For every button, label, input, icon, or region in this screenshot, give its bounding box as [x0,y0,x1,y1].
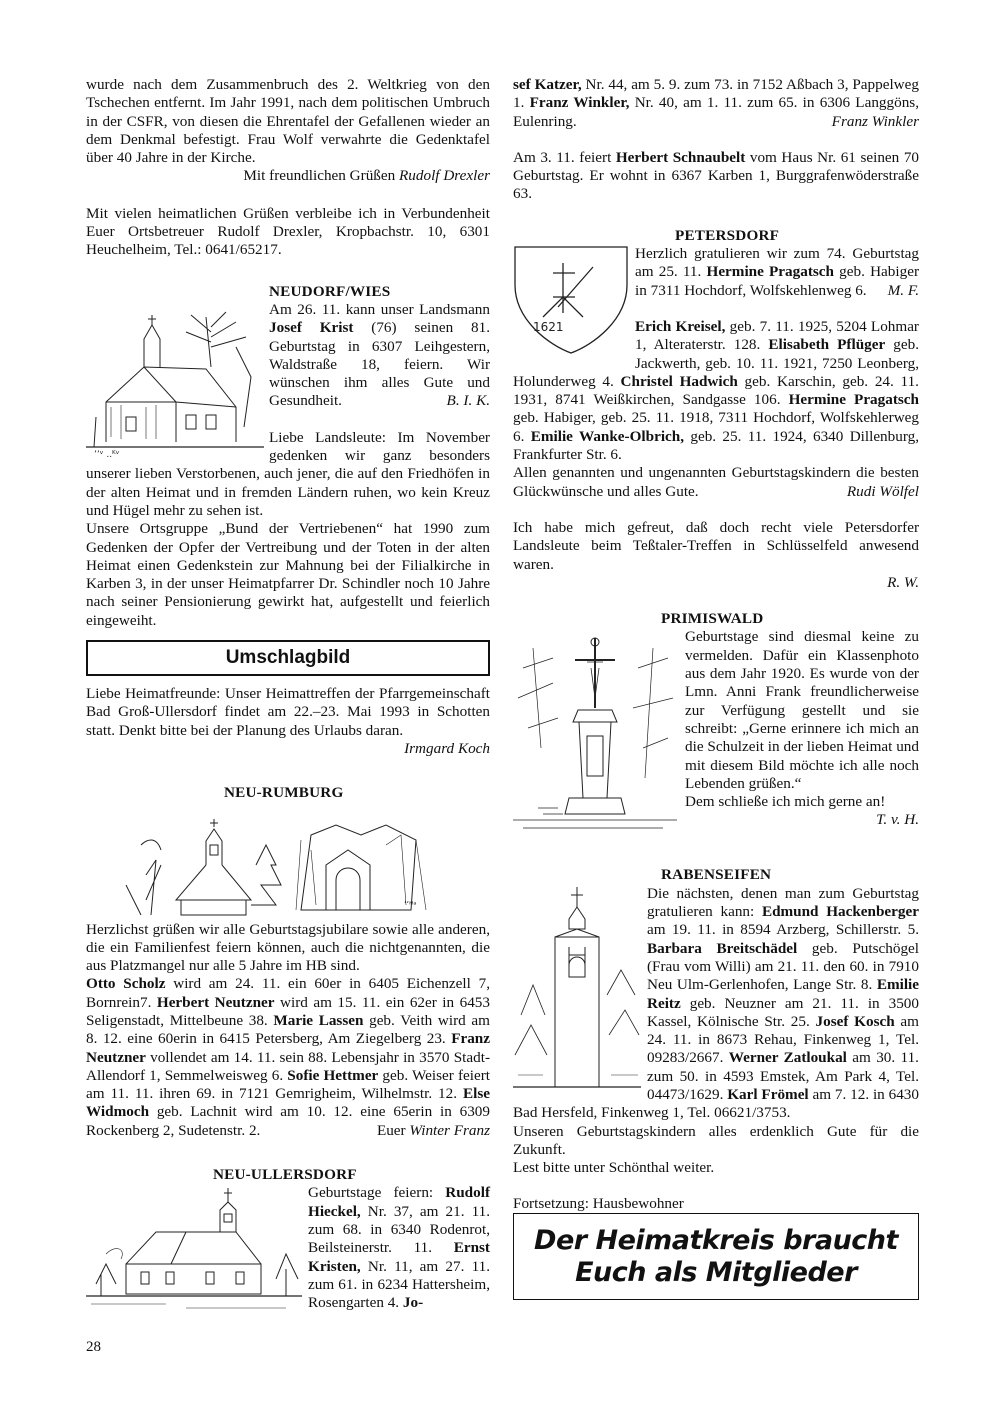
petersdorf-treffen: Ich habe mich gefreut, daß doch recht viele Petersdorfer Landsleute beim Teßtaler-Treffen in Schlüsselfeld anwesend waren. [513,518,919,573]
person-name: Karl Frömel [727,1085,809,1103]
signature: Winter Franz [409,1121,490,1139]
neudorf-paragraph-2: Liebe Landsleute: Im November gedenken wir ganz besonders unserer lieben Verstorbenen, auch jener, die auf den Friedhöfen in der alten Heimat und in fremden Ländern ruhen, wo kein Kreuz und Hügel mehr zu sehen ist. [86,428,490,519]
text: (76) seinen 81. Geburtstag in 6307 Leihgestern, Waldstraße 18, feiern. Wir wünschen ihm alles Gute und Gesundheit. [269,319,491,410]
signature: M. F. [887,281,919,299]
person-name: Josef Krist [269,319,354,337]
person-name: Emilie Wanke-Olbrich, [530,427,685,445]
person-name: Franz Neutzner [86,1030,490,1066]
farewell-paragraph: Mit vielen heimatlichen Grüßen verbleibe ich in Verbundenheit Euer Ortsbetreuer Rudolf Drexler, Kropbachstr. 10, 6301 Heuchelheim, Tel.: 0641/65217. [86,204,490,259]
neurumburg-heading: NEU-RUMBURG [224,784,344,802]
svg-text:ʼʼᵛ ..ᴷᵛ: ʼʼᵛ ..ᴷᵛ [94,449,120,459]
rabenseifen-heading: RABENSEIFEN [661,866,772,884]
person-name: Marie Lassen [273,1011,364,1029]
text: Am 26. 11. kann unser Landsmann [269,300,490,318]
crest-year: 1621 [533,320,564,335]
signature: T. v. H. [876,811,919,829]
intro-signature [86,167,490,185]
signature: R. W. [887,573,919,591]
section-neudorf [86,283,490,630]
text: Herzlich gratulieren wir zum 74. Geburtstag am 25. 11. [635,245,919,281]
text: am 7. 12. in 6430 Bad Hersfeld, Finkenweg 1, Tel. 06621/3753. [513,1085,919,1122]
text: geb. Putschögel (Frau vom Willi) am 21. 11. den 60. in 7910 Neu Ulm-Gerlenhofen, Lange Str. 8. [647,939,919,994]
petersdorf-heading: PETERSDORF [675,226,780,244]
neudorf-paragraph-3: Unsere Ortsgruppe „Bund der Vertriebenen“ hat 1990 zum Gedenken der Opfer der Vertreibung und der Toten in der alten Heimat einen Gedenkstein zur Mahnung bei der Filialkirche in Karben 3, in der unser Heimatpfarrer Dr. Schindler noch 10 Jahre nach seiner Pensionierung gewirkt hat, aufgestellt und feierlich eingeweiht. [86,520,490,629]
neurumburg-birthdays [86,975,490,1140]
intro-paragraph: wurde nach dem Zusammenbruch des 2. Weltkrieg von den Tschechen entfernt. Im Jahr 1991, nach dem politischen Umbruch in der CSFR, von diesen die Ehrentafel der Gefallenen wieder an dem Denkmal befestigt. Frau Wolf verwahrte die Gedenktafel über 40 Jahre in der Kirche. [86,76,490,167]
person-name: Hermine Pragatsch [788,391,919,409]
banner-line-1: Der Heimatkreis braucht [534,1224,898,1256]
text: wird am 24. 11. ein 60er in 6405 Eichenzell 7, Bornrein7. [86,975,490,1011]
signature: Irmgard Koch [404,739,490,757]
church-illustration-neuullersdorf [86,1184,304,1312]
schnaubelt-paragraph [513,149,919,204]
person-name: Werner Zatloukal [728,1049,847,1067]
umschlagbild-heading: Umschlagbild [225,646,351,668]
text: vollendet am 14. 11. sein 88. Lebensjahr in 3570 Stadt-Allendorf 1, Semmelweisweg 6. [86,1048,490,1084]
text: geb. Weiser feiert am 11. 11. ihren 69. in 7121 Gemrigheim, Wilhelmstr. 12. [86,1066,490,1103]
person-name: Sofie Hettmer [287,1066,379,1084]
umschlagbild-signature [86,740,490,758]
person-name: Else Widmoch [86,1085,490,1121]
text: Geburtstage feiern: [308,1184,446,1202]
person-name: sef Katzer, [513,76,582,93]
person-name: Ernst Kristen, [308,1239,490,1275]
church-illustration-neudorf [86,307,266,462]
banner-line-2: Euch als Mitglieder [575,1256,857,1288]
umschlagbild-paragraph: Liebe Heimatfreunde: Unser Heimattreffen der Pfarrgemeinschaft Bad Groß-Ullersdorf findet am 22.–23. Mai 1993 in Schotten statt. Denkt bitte bei der Planung des Urlaubs daran. [86,685,490,739]
text: am 19. 11. in 8594 Arzberg, Schillerstr. 5. [647,921,919,939]
neurumburg-intro: Herzlichst grüßen wir alle Geburtstagsjubilare sowie alle anderen, die ein Familienfest feiern können, auch die nichtgenannten, die aus Platzmangel nur alle 5 Jahre im HB sind. [86,920,490,975]
membership-banner [513,1213,919,1300]
person-name: Elisabeth Pflüger [768,336,886,354]
wayside-cross-illustration [513,628,679,838]
text: geb. Habiger in 7311 Hochdorf, Wolfskehlenweg 6. [635,263,919,299]
left-column [86,76,490,1312]
text: geb. Karschin, geb. 24. 11. 1931, 8741 Weißkirchen, Sandgasse 106. [513,372,919,409]
petersdorf-treffen-signature [513,574,919,592]
person-name: Erich Kreisel, [635,317,726,335]
signature: Franz Winkler [831,112,919,130]
text: Allen genannten und ungenannten Geburtstagskindern die besten Glückwünsche und alles Gute. [513,464,919,500]
text: Am 3. 11. feiert [513,148,616,166]
primiswald-closing: Dem schließe ich mich gerne an! [685,793,886,811]
petersdorf-crest [513,245,631,357]
text: am 30. 11. zum 50. in 4593 Emstek, Am Park 4, Tel. 04473/1629. [647,1049,919,1103]
primiswald-heading: PRIMISWALD [661,610,764,628]
text: geb. Lachnit wird am 10. 12. eine 65erin in 6309 Rockenberg 2, Sudetenstr. 2. [86,1103,490,1139]
text: Nr. 11, am 27. 11. zum 61. in 6234 Hattersheim, Rosengarten 4. [308,1257,490,1312]
svg-text:ʼʼᴹᵃ: ʼʼᴹᵃ [404,899,417,909]
text: Die nächsten, denen man zum Geburtstag gratulieren kann: [647,884,919,921]
text: Nr. 44, am 5. 9. zum 73. in 7152 Aßbach 3, Pappelweg 1. [513,76,919,112]
right-column [513,76,919,1214]
neudorf-heading: NEUDORF/WIES [269,282,391,300]
text: geb. Habiger, geb. 25. 11. 1918, 7311 Hochdorf, Wolfskehlerweg 6. [513,409,919,445]
text: geb. Neuzner am 21. 11. in 3500 Kassel, Kölnische Str. 25. [647,994,919,1030]
person-name: Rudolf Hieckel, [308,1184,490,1220]
person-name: Herbert Schnaubelt [615,148,746,166]
person-name: Hermine Pragatsch [706,263,834,281]
person-name: Christel Hadwich [620,372,738,390]
text: am 24. 11. in 8673 Rehau, Finkenweg 1, Tel. 09283/2667. [647,1012,919,1067]
text: vom Haus Nr. 61 seinen 70 Geburtstag. Er wohnt in 6367 Karben 1, Burggrafenwöderstraße 63. [513,148,920,203]
church-illustrations-neurumburg [86,805,490,917]
rabenseifen-note: Lest bitte unter Schönthal weiter. [513,1159,715,1177]
person-name: Jo- [402,1294,424,1312]
umschlagbild-heading-box [86,640,490,676]
text: Nr. 37, am 21. 11. zum 68. in 6340 Rodenrot, Beilsteinerstr. 11. [308,1202,490,1257]
signature: Rudolf Drexler [399,167,490,185]
signature: B. I. K. [446,392,490,410]
rabenseifen-closing: Unseren Geburtstagskindern alles erdenklich Gute für die Zukunft. [513,1122,919,1158]
petersdorf-closing [513,464,919,501]
signature: Rudi Wölfel [846,482,919,500]
person-name: Josef Kosch [815,1012,895,1030]
person-name: Barbara Breitschädel [647,939,798,957]
text: Nr. 40, am 1. 11. zum 65. in 6306 Langgöns, Eulenring. [513,94,919,130]
continuation-note: Fortsetzung: Hausbewohner [513,1195,684,1213]
neuullersdorf-heading: NEU-ULLERSDORF [213,1166,357,1184]
continued-birthdays [513,76,919,131]
person-name: Franz Winkler, [529,94,630,112]
person-name: Herbert Neutzner [156,993,275,1011]
text: geb. 25. 11. 1924, 6340 Dillenburg, Frankfurter Str. 6. [513,427,920,464]
page-number: 28 [86,1339,101,1355]
person-name: Edmund Hackenberger [761,903,919,921]
person-name: Emilie Reitz [647,976,919,1012]
text: geb. Jackwerth, geb. 10. 11. 1921, 7250 Leonberg, Holunderweg 4. [513,336,919,390]
tower-illustration-rabenseifen [513,885,643,1095]
person-name: Otto Scholz [86,975,166,993]
primiswald-paragraph: Geburtstage sind diesmal keine zu vermelden. Dafür ein Klassenphoto aus dem Jahr 1920. Es wurde von der Lmn. Anni Frank freundlicherweise zur Verfügung gestellt und sie schreibt: „Gerne erinnere ich mich an die Schulzeit in der lieben Heimat und mit diesem Bild möchte ich alle noch Lebenden grüßen.“ [685,628,919,792]
text: wird am 15. 11. ein 62er in 6453 Seligenstadt, Mittelbeune 38. [86,993,490,1029]
text: geb. 7. 11. 1925, 5204 Lohmar 1, Alteraterstr. 128. [635,317,919,354]
greeting-text: Mit freundlichen Grüßen [243,167,396,185]
text: geb. Veith wird am 8. 12. eine 60erin in 6415 Petersberg, Am Ziegelberg 23. [86,1011,490,1048]
sig-prefix: Euer [376,1121,406,1139]
